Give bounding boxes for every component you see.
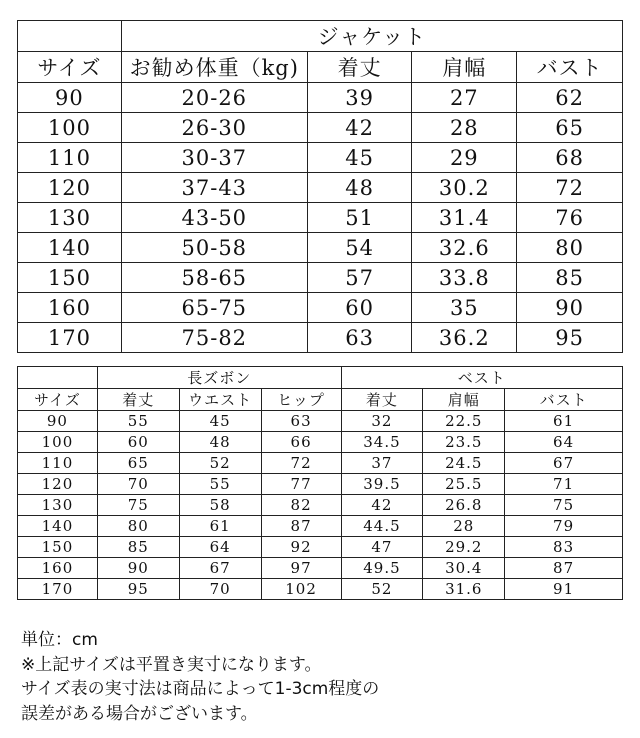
table-row — [18, 203, 623, 233]
table-cell: 75 — [505, 495, 623, 516]
table-cell: 26.8 — [423, 495, 505, 516]
table-cell: 72 — [261, 453, 341, 474]
table-cell: 43-50 — [121, 203, 307, 233]
table-cell: 47 — [341, 537, 423, 558]
table-cell: 100 — [18, 113, 122, 143]
table-row — [18, 323, 623, 353]
table-cell: 65 — [517, 113, 623, 143]
table-cell: 170 — [18, 579, 98, 600]
table-cell: 45 — [179, 411, 261, 432]
table-cell: 130 — [18, 203, 122, 233]
table-cell: 32 — [341, 411, 423, 432]
table-cell: 27 — [412, 83, 517, 113]
table-cell: 80 — [97, 516, 179, 537]
table-row — [18, 293, 623, 323]
table-cell: 51 — [307, 203, 412, 233]
table-row — [18, 537, 623, 558]
table-cell: 60 — [307, 293, 412, 323]
table-cell: 87 — [261, 516, 341, 537]
table-cell: 31.4 — [412, 203, 517, 233]
table-cell: 85 — [97, 537, 179, 558]
table-cell: 48 — [179, 432, 261, 453]
pants-vest-column-header-row — [18, 389, 623, 411]
table-cell: 67 — [505, 453, 623, 474]
table-cell: 31.6 — [423, 579, 505, 600]
table-cell: 160 — [18, 293, 122, 323]
table-cell: 45 — [307, 143, 412, 173]
blank-corner-cell — [18, 21, 122, 52]
table-cell: 22.5 — [423, 411, 505, 432]
table-cell: 110 — [18, 453, 98, 474]
column-header: 着丈 — [307, 52, 412, 83]
column-header: サイズ — [18, 389, 98, 411]
table-row — [18, 558, 623, 579]
vest-group-header: ベスト — [341, 367, 622, 389]
column-header: 肩幅 — [412, 52, 517, 83]
table-cell: 30.4 — [423, 558, 505, 579]
table-cell: 61 — [179, 516, 261, 537]
table-cell: 33.8 — [412, 263, 517, 293]
table-row — [18, 474, 623, 495]
table-cell: 26-30 — [121, 113, 307, 143]
table-cell: 42 — [307, 113, 412, 143]
table-cell: 66 — [261, 432, 341, 453]
size-notes — [21, 628, 379, 726]
table-row — [18, 411, 623, 432]
table-cell: 29.2 — [423, 537, 505, 558]
column-header: バスト — [517, 52, 623, 83]
table-cell: 90 — [18, 411, 98, 432]
table-cell: 44.5 — [341, 516, 423, 537]
table-cell: 170 — [18, 323, 122, 353]
table-cell: 28 — [412, 113, 517, 143]
table-cell: 64 — [179, 537, 261, 558]
jacket-group-header: ジャケット — [121, 21, 622, 52]
flat-measurement-note: ※上記サイズは平置き実寸になります。 — [21, 654, 322, 675]
table-row — [18, 495, 623, 516]
table-cell: 120 — [18, 474, 98, 495]
pants-vest-size-table — [17, 366, 623, 600]
table-cell: 25.5 — [423, 474, 505, 495]
table-cell: 60 — [97, 432, 179, 453]
unit-note: 単位：cm — [21, 630, 98, 650]
jacket-column-header-row — [18, 52, 623, 83]
table-cell: 150 — [18, 263, 122, 293]
table-cell: 72 — [517, 173, 623, 203]
table-row — [18, 113, 623, 143]
table-cell: 55 — [97, 411, 179, 432]
table-cell: 120 — [18, 173, 122, 203]
table-cell: 67 — [179, 558, 261, 579]
column-header: ウエスト — [179, 389, 261, 411]
table-cell: 160 — [18, 558, 98, 579]
table-cell: 36.2 — [412, 323, 517, 353]
table-cell: 76 — [517, 203, 623, 233]
table-cell: 39 — [307, 83, 412, 113]
table-cell: 95 — [517, 323, 623, 353]
table-cell: 49.5 — [341, 558, 423, 579]
table-cell: 39.5 — [341, 474, 423, 495]
table-row — [18, 143, 623, 173]
column-header: バスト — [505, 389, 623, 411]
table-cell: 30-37 — [121, 143, 307, 173]
table-cell: 79 — [505, 516, 623, 537]
table-row — [18, 83, 623, 113]
table-cell: 97 — [261, 558, 341, 579]
table-cell: 61 — [505, 411, 623, 432]
table-cell: 77 — [261, 474, 341, 495]
table-cell: 64 — [505, 432, 623, 453]
table-cell: 87 — [505, 558, 623, 579]
table-cell: 28 — [423, 516, 505, 537]
pants-vest-group-row — [18, 367, 623, 389]
table-cell: 58-65 — [121, 263, 307, 293]
table-row — [18, 453, 623, 474]
table-cell: 52 — [341, 579, 423, 600]
column-header: ヒップ — [261, 389, 341, 411]
table-row — [18, 432, 623, 453]
table-cell: 75 — [97, 495, 179, 516]
table-row — [18, 263, 623, 293]
column-header: 着丈 — [97, 389, 179, 411]
table-cell: 110 — [18, 143, 122, 173]
column-header: 着丈 — [341, 389, 423, 411]
table-cell: 32.6 — [412, 233, 517, 263]
table-cell: 90 — [18, 83, 122, 113]
table-cell: 20-26 — [121, 83, 307, 113]
table-cell: 92 — [261, 537, 341, 558]
table-cell: 37 — [341, 453, 423, 474]
table-cell: 83 — [505, 537, 623, 558]
table-cell: 29 — [412, 143, 517, 173]
table-cell: 63 — [261, 411, 341, 432]
tolerance-note-line2: 誤差がある場合がございます。 — [21, 703, 258, 724]
table-cell: 63 — [307, 323, 412, 353]
tolerance-note-line1: サイズ表の実寸法は商品によって1-3cm程度の — [21, 679, 380, 699]
table-row — [18, 516, 623, 537]
table-cell: 75-82 — [121, 323, 307, 353]
table-cell: 48 — [307, 173, 412, 203]
column-header: お勧め体重（kg) — [121, 52, 307, 83]
table-cell: 24.5 — [423, 453, 505, 474]
table-cell: 65 — [97, 453, 179, 474]
table-cell: 37-43 — [121, 173, 307, 203]
table-cell: 85 — [517, 263, 623, 293]
table-cell: 35 — [412, 293, 517, 323]
table-cell: 62 — [517, 83, 623, 113]
pants-group-header: 長ズボン — [97, 367, 341, 389]
table-cell: 65-75 — [121, 293, 307, 323]
table-cell: 80 — [517, 233, 623, 263]
table-cell: 23.5 — [423, 432, 505, 453]
jacket-group-row — [18, 21, 623, 52]
table-cell: 95 — [97, 579, 179, 600]
column-header: 肩幅 — [423, 389, 505, 411]
table-cell: 100 — [18, 432, 98, 453]
table-cell: 70 — [179, 579, 261, 600]
table-cell: 58 — [179, 495, 261, 516]
table-cell: 52 — [179, 453, 261, 474]
table-row — [18, 173, 623, 203]
table-cell: 57 — [307, 263, 412, 293]
table-cell: 50-58 — [121, 233, 307, 263]
jacket-size-table — [17, 20, 623, 353]
table-cell: 34.5 — [341, 432, 423, 453]
table-cell: 150 — [18, 537, 98, 558]
table-row — [18, 233, 623, 263]
column-header: サイズ — [18, 52, 122, 83]
table-row — [18, 579, 623, 600]
table-cell: 90 — [517, 293, 623, 323]
table-cell: 68 — [517, 143, 623, 173]
blank-corner-cell — [18, 367, 98, 389]
table-cell: 42 — [341, 495, 423, 516]
table-cell: 82 — [261, 495, 341, 516]
table-cell: 30.2 — [412, 173, 517, 203]
table-cell: 140 — [18, 516, 98, 537]
table-cell: 102 — [261, 579, 341, 600]
table-cell: 91 — [505, 579, 623, 600]
table-cell: 130 — [18, 495, 98, 516]
table-cell: 70 — [97, 474, 179, 495]
table-cell: 90 — [97, 558, 179, 579]
table-cell: 54 — [307, 233, 412, 263]
table-cell: 140 — [18, 233, 122, 263]
table-cell: 71 — [505, 474, 623, 495]
table-cell: 55 — [179, 474, 261, 495]
